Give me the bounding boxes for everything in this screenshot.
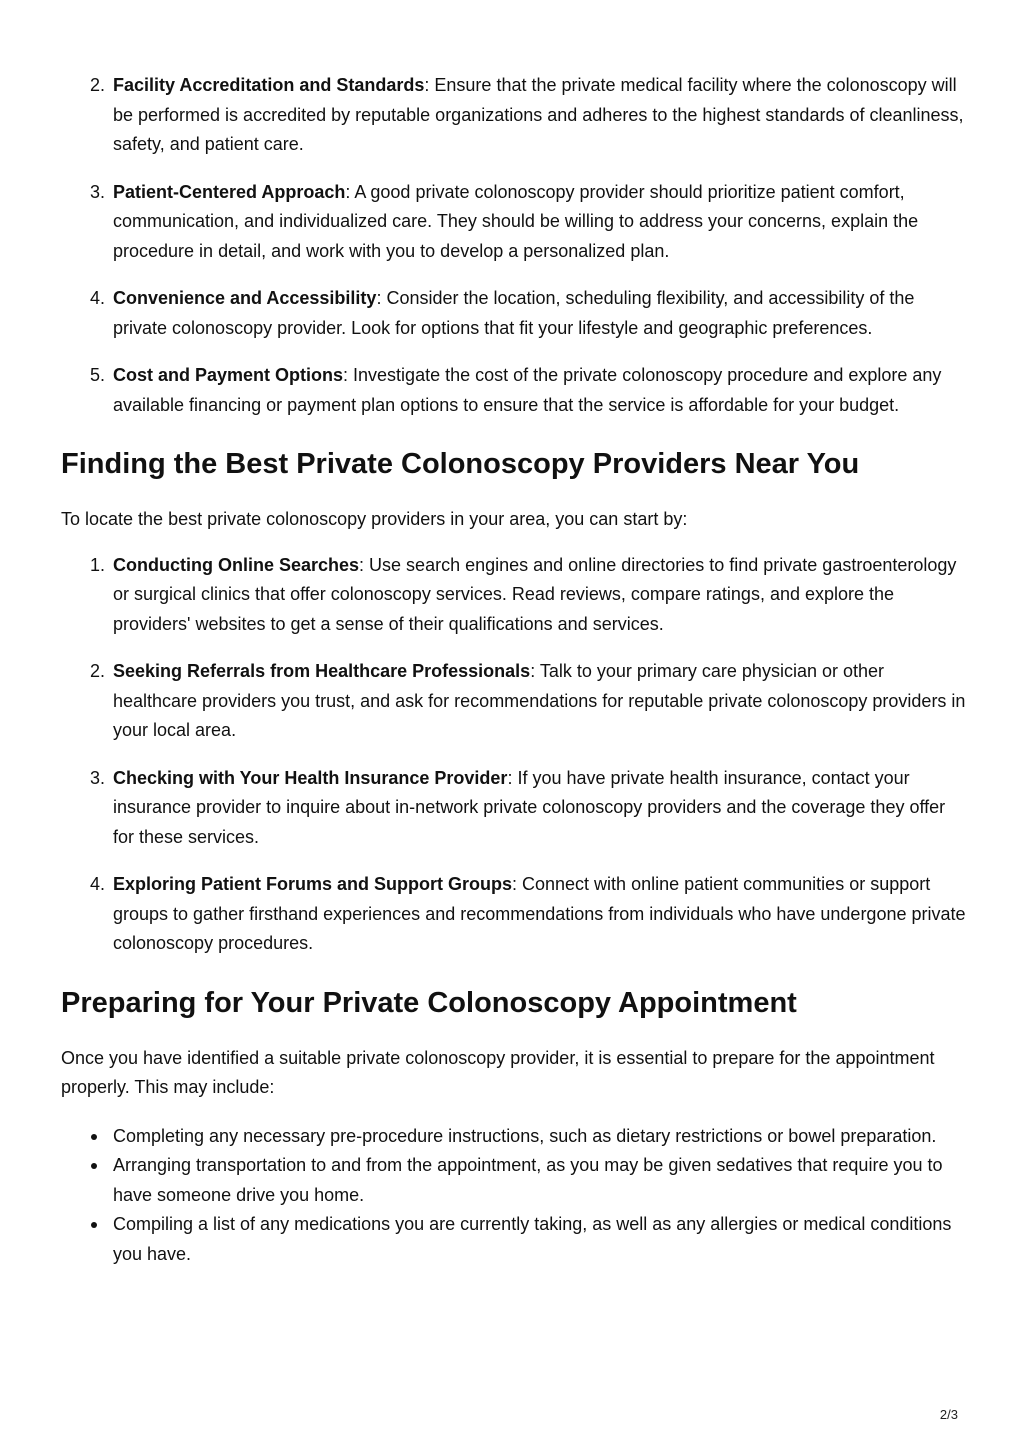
preparation-bullet-list [61, 1122, 966, 1270]
finding-steps-list [61, 551, 966, 959]
section-heading-finding: Finding the Best Private Colonoscopy Providers Near You [61, 448, 860, 480]
list-item-text: : Investigate the cost of the private colonoscopy procedure and explore any available financing or payment plan options to ensure that the service is affordable for your budget. [113, 365, 942, 415]
list-item [61, 551, 966, 640]
list-item [61, 284, 966, 343]
list-item-text: : Ensure that the private medical facility where the colonoscopy will be performed is accredited by reputable organizations and adheres to the highest standards of cleanliness, safety, and patient care. [113, 75, 964, 154]
list-number: 4. [90, 288, 106, 308]
bullet-icon [91, 1222, 97, 1228]
list-item [61, 361, 966, 420]
page-number: 2/3 [939, 1407, 958, 1422]
list-item-text: : A good private colonoscopy provider should prioritize patient comfort, communication, and individualized care. They should be willing to address your concerns, explain the procedure in detail, and work with you to develop a personalized plan. [113, 181, 919, 261]
bullet-text: Compiling a list of any medications you are currently taking, as well as any allergies or medical conditions you have. [113, 1214, 952, 1264]
list-item-title: Patient-Centered Approach [113, 181, 346, 202]
bullet-item [61, 1210, 966, 1269]
list-number: 1. [90, 554, 106, 575]
section-intro-finding: To locate the best private colonoscopy providers in your area, you can start by: [61, 509, 688, 529]
list-item [61, 71, 966, 160]
bullet-item [61, 1122, 966, 1152]
bullet-item [61, 1151, 966, 1210]
list-item [61, 657, 966, 746]
list-item-title: Convenience and Accessibility [113, 288, 377, 308]
list-item-text: : Consider the location, scheduling flexibility, and accessibility of the private colonoscopy provider. Look for options that fit your lifestyle and geographic preferences. [113, 288, 915, 338]
list-item [61, 178, 966, 267]
list-item-title: Seeking Referrals from Healthcare Professionals [113, 661, 531, 681]
list-item-text: : Use search engines and online directories to find private gastroenterology or surgical clinics that offer colonoscopy services. Read reviews, compare ratings, and explore the providers' websites to get a sense of their qualifications and services. [113, 554, 957, 634]
list-item-title: Exploring Patient Forums and Support Groups [113, 874, 513, 894]
list-item-title: Conducting Online Searches [113, 554, 360, 575]
list-item [61, 870, 966, 959]
bullet-icon [91, 1134, 97, 1140]
list-number: 4. [90, 874, 106, 894]
bullet-text: Completing any necessary pre-procedure instructions, such as dietary restrictions or bowel preparation. [113, 1125, 937, 1146]
list-item-text: : Talk to your primary care physician or other healthcare providers you trust, and ask for recommendations for reputable private colonoscopy providers in your local area. [113, 661, 966, 740]
list-number: 5. [90, 365, 106, 385]
section-intro-preparing: Once you have identified a suitable private colonoscopy provider, it is essential to prepare for the appointment properly. This may include: [61, 1047, 935, 1097]
bullet-text: Arranging transportation to and from the appointment, as you may be given sedatives that require you to have someone drive you home. [113, 1155, 943, 1205]
list-number: 3. [90, 767, 106, 788]
list-item [61, 764, 966, 853]
section-heading-preparing: Preparing for Your Private Colonoscopy Appointment [61, 986, 797, 1019]
list-item-text: : Connect with online patient communities or support groups to gather firsthand experiences and recommendations from individuals who have undergone private colonoscopy procedures. [113, 874, 966, 953]
list-item-title: Checking with Your Health Insurance Provider [113, 767, 508, 788]
list-item-title: Cost and Payment Options [113, 365, 344, 385]
criteria-list [61, 71, 966, 420]
bullet-icon [91, 1163, 97, 1169]
list-item-text: : If you have private health insurance, contact your insurance provider to inquire about in-network private colonoscopy providers and the coverage they offer for these services. [113, 767, 946, 847]
document-page [61, 71, 966, 1269]
list-number: 2. [90, 75, 106, 95]
list-number: 2. [90, 661, 106, 681]
list-item-title: Facility Accreditation and Standards [113, 75, 425, 95]
list-number: 3. [90, 181, 106, 202]
